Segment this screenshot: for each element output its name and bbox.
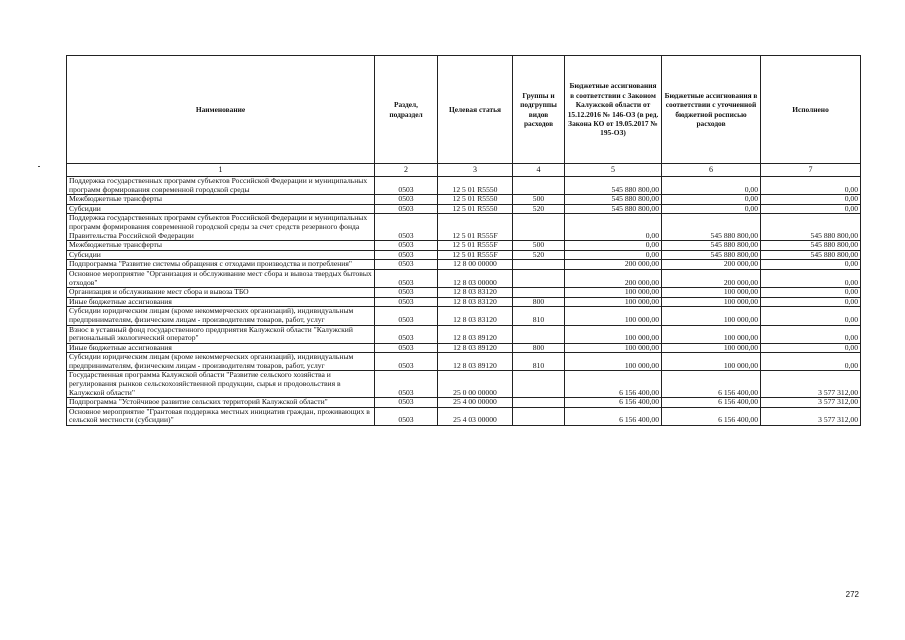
row-executed: 3 577 312,00	[761, 398, 861, 408]
row-alloc-refined: 545 880 800,00	[662, 241, 761, 251]
header-name: Наименование	[67, 56, 375, 164]
row-alloc-law: 6 156 400,00	[565, 407, 662, 425]
row-target: 12 5 01 R555F	[438, 214, 513, 241]
row-executed: 0,00	[761, 177, 861, 195]
row-section: 0503	[375, 260, 438, 270]
row-alloc-refined: 545 880 800,00	[662, 250, 761, 260]
row-alloc-refined: 100 000,00	[662, 353, 761, 371]
row-alloc-law: 545 880 800,00	[565, 177, 662, 195]
row-target: 25 4 03 00000	[438, 407, 513, 425]
table-row	[67, 407, 861, 425]
row-group	[513, 260, 565, 270]
row-group: 810	[513, 353, 565, 371]
row-section: 0503	[375, 250, 438, 260]
row-executed: 0,00	[761, 288, 861, 298]
row-name: Субсидии юридическим лицам (кроме некоммерческих организаций), индивидуальным предпринимателям, физическим лицам - производителям товаров, работ, услуг	[67, 353, 375, 371]
row-executed: 0,00	[761, 260, 861, 270]
row-name: Подпрограмма "Устойчивое развитие сельских территорий Калужской области"	[67, 398, 375, 408]
row-alloc-refined: 0,00	[662, 204, 761, 214]
header-alloc-law: Бюджетные ассигнования в соответствии с Законом Калужской области от 15.12.2016 № 146-ОЗ (в ред. Закона КО от 19.05.2017 № 195-ОЗ)	[565, 56, 662, 164]
table-row	[67, 269, 861, 287]
row-group	[513, 288, 565, 298]
row-alloc-refined: 6 156 400,00	[662, 398, 761, 408]
row-alloc-refined: 100 000,00	[662, 325, 761, 343]
budget-table	[66, 55, 861, 426]
row-alloc-refined: 6 156 400,00	[662, 371, 761, 398]
row-alloc-law: 200 000,00	[565, 260, 662, 270]
row-name: Государственная программа Калужской области "Развитие сельского хозяйства и регулирования рынков сельскохозяйственной продукции, сырья и продовольствия в Калужской области"	[67, 371, 375, 398]
row-target: 12 8 03 89120	[438, 325, 513, 343]
row-target: 12 5 01 R555F	[438, 250, 513, 260]
row-executed: 545 880 800,00	[761, 250, 861, 260]
table-row	[67, 353, 861, 371]
row-name: Основное мероприятие "Грантовая поддержка местных инициатив граждан, проживающих в сельской местности (субсидии)"	[67, 407, 375, 425]
row-alloc-law: 100 000,00	[565, 288, 662, 298]
row-alloc-law: 545 880 800,00	[565, 195, 662, 205]
row-group	[513, 269, 565, 287]
row-name: Иные бюджетные ассигнования	[67, 297, 375, 307]
row-executed: 0,00	[761, 325, 861, 343]
row-alloc-refined: 100 000,00	[662, 307, 761, 325]
row-alloc-refined: 200 000,00	[662, 260, 761, 270]
header-alloc-refined: Бюджетные ассигнования в соответствии с уточненной бюджетной росписью расходов	[662, 56, 761, 164]
table-row	[67, 250, 861, 260]
row-group: 520	[513, 250, 565, 260]
row-alloc-law: 0,00	[565, 214, 662, 241]
row-alloc-law: 100 000,00	[565, 325, 662, 343]
row-target: 25 4 00 00000	[438, 398, 513, 408]
row-executed: 0,00	[761, 269, 861, 287]
column-number: 4	[513, 164, 565, 177]
row-name: Иные бюджетные ассигнования	[67, 343, 375, 353]
row-alloc-law: 0,00	[565, 250, 662, 260]
column-number: 2	[375, 164, 438, 177]
column-number: 5	[565, 164, 662, 177]
row-group: 520	[513, 204, 565, 214]
row-target: 12 5 01 R555F	[438, 241, 513, 251]
row-target: 12 8 03 83120	[438, 288, 513, 298]
row-section: 0503	[375, 398, 438, 408]
row-section: 0503	[375, 325, 438, 343]
row-target: 12 8 03 83120	[438, 307, 513, 325]
table-row	[67, 260, 861, 270]
table-row	[67, 195, 861, 205]
row-alloc-law: 100 000,00	[565, 307, 662, 325]
row-target: 12 5 01 R5550	[438, 195, 513, 205]
row-alloc-law: 0,00	[565, 241, 662, 251]
row-executed: 3 577 312,00	[761, 407, 861, 425]
row-section: 0503	[375, 214, 438, 241]
row-target: 12 8 03 00000	[438, 269, 513, 287]
row-section: 0503	[375, 297, 438, 307]
header-section: Раздел, подраздел	[375, 56, 438, 164]
table-row	[67, 214, 861, 241]
page-number: 272	[845, 590, 859, 599]
row-target: 12 8 03 89120	[438, 343, 513, 353]
row-executed: 0,00	[761, 353, 861, 371]
row-name: Субсидии	[67, 250, 375, 260]
row-alloc-refined: 0,00	[662, 177, 761, 195]
header-group: Группы и подгруппы видов расходов	[513, 56, 565, 164]
row-section: 0503	[375, 269, 438, 287]
row-alloc-refined: 100 000,00	[662, 297, 761, 307]
column-number: 6	[662, 164, 761, 177]
row-name: Поддержка государственных программ субъектов Российской Федерации и муниципальных программ формирования современной городской среды	[67, 177, 375, 195]
row-name: Субсидии юридическим лицам (кроме некоммерческих организаций), индивидуальным предпринимателям, физическим лицам - производителям товаров, работ, услуг	[67, 307, 375, 325]
row-alloc-refined: 6 156 400,00	[662, 407, 761, 425]
table-row	[67, 343, 861, 353]
row-name: Подпрограмма "Развитие системы обращения с отходами производства и потребления"	[67, 260, 375, 270]
header-row	[67, 56, 861, 164]
table-row	[67, 177, 861, 195]
row-executed: 3 577 312,00	[761, 371, 861, 398]
row-section: 0503	[375, 177, 438, 195]
row-name: Межбюджетные трансферты	[67, 241, 375, 251]
table-row	[67, 371, 861, 398]
column-number: 1	[67, 164, 375, 177]
table-row	[67, 398, 861, 408]
row-target: 12 5 01 R5550	[438, 177, 513, 195]
row-section: 0503	[375, 195, 438, 205]
row-executed: 0,00	[761, 297, 861, 307]
row-alloc-law: 6 156 400,00	[565, 371, 662, 398]
row-group: 500	[513, 241, 565, 251]
row-alloc-law: 100 000,00	[565, 353, 662, 371]
scan-speck	[38, 166, 40, 167]
row-section: 0503	[375, 353, 438, 371]
row-name: Субсидии	[67, 204, 375, 214]
row-group	[513, 371, 565, 398]
row-target: 12 8 00 00000	[438, 260, 513, 270]
row-group	[513, 214, 565, 241]
table-row	[67, 325, 861, 343]
row-alloc-law: 200 000,00	[565, 269, 662, 287]
row-name: Организация и обслуживание мест сбора и вывоза ТБО	[67, 288, 375, 298]
row-executed: 0,00	[761, 195, 861, 205]
row-group	[513, 177, 565, 195]
row-group: 500	[513, 195, 565, 205]
row-target: 12 5 01 R5550	[438, 204, 513, 214]
row-executed: 0,00	[761, 307, 861, 325]
row-name: Межбюджетные трансферты	[67, 195, 375, 205]
row-group	[513, 407, 565, 425]
row-group: 800	[513, 297, 565, 307]
row-alloc-refined: 200 000,00	[662, 269, 761, 287]
row-target: 12 8 03 83120	[438, 297, 513, 307]
row-section: 0503	[375, 204, 438, 214]
row-section: 0503	[375, 407, 438, 425]
header-target: Целевая статья	[438, 56, 513, 164]
column-number: 3	[438, 164, 513, 177]
table-row	[67, 204, 861, 214]
row-alloc-refined: 100 000,00	[662, 343, 761, 353]
row-target: 25 0 00 00000	[438, 371, 513, 398]
row-executed: 0,00	[761, 204, 861, 214]
row-alloc-law: 545 880 800,00	[565, 204, 662, 214]
row-group	[513, 398, 565, 408]
row-group: 810	[513, 307, 565, 325]
table-row	[67, 307, 861, 325]
table-row	[67, 297, 861, 307]
table-row	[67, 288, 861, 298]
row-group: 800	[513, 343, 565, 353]
column-number: 7	[761, 164, 861, 177]
row-group	[513, 325, 565, 343]
header-executed: Исполнено	[761, 56, 861, 164]
row-section: 0503	[375, 241, 438, 251]
row-alloc-law: 100 000,00	[565, 297, 662, 307]
row-alloc-law: 6 156 400,00	[565, 398, 662, 408]
row-alloc-refined: 0,00	[662, 195, 761, 205]
row-section: 0503	[375, 343, 438, 353]
row-name: Поддержка государственных программ субъектов Российской Федерации и муниципальных программ формирования современной городской среды за счет средств резервного фонда Правительства Российской Федерации	[67, 214, 375, 241]
row-name: Основное мероприятие "Организация и обслуживание мест сбора и вывоза твердых бытовых отходов"	[67, 269, 375, 287]
row-alloc-refined: 100 000,00	[662, 288, 761, 298]
row-executed: 545 880 800,00	[761, 214, 861, 241]
row-section: 0503	[375, 307, 438, 325]
row-executed: 0,00	[761, 343, 861, 353]
row-executed: 545 880 800,00	[761, 241, 861, 251]
row-alloc-law: 100 000,00	[565, 343, 662, 353]
row-name: Взнос в уставный фонд государственного предприятия Калужской области "Калужский региональный экологический оператор"	[67, 325, 375, 343]
row-alloc-refined: 545 880 800,00	[662, 214, 761, 241]
row-target: 12 8 03 89120	[438, 353, 513, 371]
row-section: 0503	[375, 371, 438, 398]
column-number-row	[67, 164, 861, 177]
row-section: 0503	[375, 288, 438, 298]
table-row	[67, 241, 861, 251]
